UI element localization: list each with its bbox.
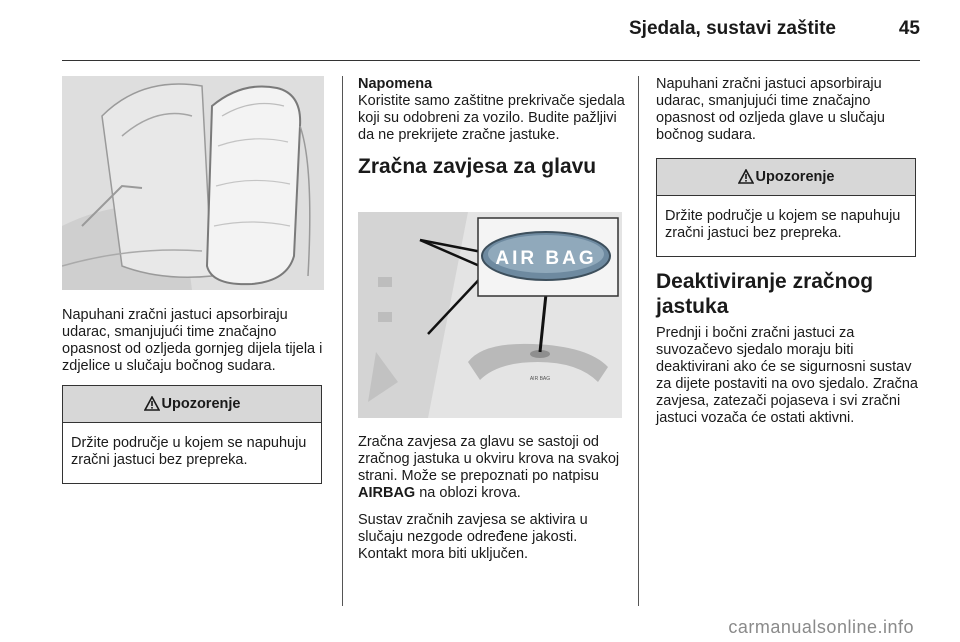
footer-watermark: carmanualsonline.info (728, 617, 914, 637)
note-title: Napomena (358, 76, 433, 92)
left-warning-box (62, 385, 322, 484)
warning-triangle-icon (738, 162, 754, 198)
right-paragraph: Napuhani zračni jastuci apsorbiraju udarac, smanjujući time značajno opasnost od ozljeda glave u slučaju bočnog sudara. (656, 76, 885, 143)
airbag-small-label: AIR BAG (529, 376, 551, 382)
roof-airbag-illustration (358, 212, 622, 418)
curtain-paragraph-1-airbag: AIRBAG (358, 485, 416, 501)
right-column (656, 76, 922, 437)
left-paragraph: Napuhani zračni jastuci apsorbiraju udarac, smanjujući time značajno opasnost od ozljeda gornjeg dijela tijela i zdjelice u slučaju bočnog sudara. (62, 307, 323, 374)
right-warning-title: Upozorenje (755, 169, 835, 185)
page-title: Sjedala, sustavi zaštite (629, 18, 836, 39)
curtain-paragraph-1 (358, 434, 628, 502)
curtain-paragraph-2: Sustav zračnih zavjesa se aktivira u slučaju nezgode određene jakosti. Kontakt mora biti uključen. (358, 512, 588, 562)
curtain-paragraph-1-c: na oblozi krova. (415, 485, 521, 501)
middle-column (358, 76, 626, 185)
header-divider (62, 60, 920, 61)
warning-triangle-icon (144, 389, 160, 425)
left-warning-title: Upozorenje (161, 396, 241, 412)
curtain-paragraph-1-a: Zračna zavjesa za glavu se sastoji od zračnog jastuka u okviru krova na svakoj strani. Može se prepoznati po natpisu (358, 434, 620, 484)
page-number: 45 (898, 18, 920, 39)
left-warning-header (63, 386, 321, 423)
left-column (62, 307, 326, 484)
deactivation-paragraph: Prednji i bočni zračni jastuci za suvozačevo sjedalo moraju biti deaktivirani ako će se sigurnosni sustav za dijete postaviti na ovo sjedalo. Zračna zavjesa, zatezači pojaseva i svi zračni jastuci vozača će ostati aktivni. (656, 325, 918, 426)
airbag-badge-label: AIR BAG (495, 248, 597, 269)
middle-column-lower (358, 434, 628, 573)
right-warning-body: Držite područje u kojem se napuhuju zračni jastuci bez prepreka. (665, 208, 901, 241)
note-body: Koristite samo zaštitne prekrivače sjedala koji su odobreni za vozilo. Budite pažljivi da ne prekrijete zračne jastuke. (358, 93, 625, 143)
column-divider-right (638, 76, 639, 606)
left-warning-body: Držite područje u kojem se napuhuju zračni jastuci bez prepreka. (71, 435, 307, 468)
section-heading-deactivation: Deaktiviranje zračnog jastuka (656, 270, 874, 318)
right-warning-header (657, 159, 915, 196)
column-divider-left (342, 76, 343, 606)
seat-airbag-illustration (62, 76, 324, 290)
right-warning-box (656, 158, 916, 257)
section-heading-curtain: Zračna zavjesa za glavu (358, 155, 597, 178)
